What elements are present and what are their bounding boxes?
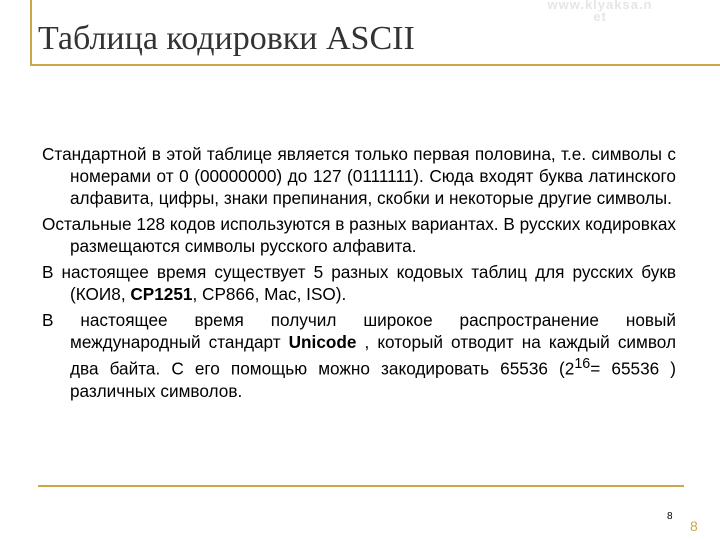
p4-text-mid: , который отводит на каждый символ два байта. С его помощью можно закодировать 65536 (2 bbox=[70, 332, 676, 379]
page-number-small: 8 bbox=[667, 511, 673, 522]
p4-text-before: В настоящее время получил широкое распространение новый международный стандарт bbox=[42, 310, 676, 352]
paragraph-code-tables bbox=[42, 261, 676, 305]
watermark-line1: www.klyaksa.n bbox=[547, 0, 653, 12]
p4-superscript: 16 bbox=[574, 356, 591, 372]
footer-line bbox=[38, 485, 684, 487]
page-number: 8 bbox=[690, 518, 698, 534]
watermark-logo bbox=[520, 0, 680, 23]
slide-body bbox=[42, 143, 676, 406]
p3-text-after: , CP866, Mac, ISO). bbox=[192, 284, 347, 304]
slide-title: Таблица кодировки ASCII bbox=[38, 20, 415, 57]
paragraph-standard-half: Стандартной в этой таблице является только первая половина, т.е. символы с номерами от 0 (00000000) до 127 (0111111). Сюда входят буква латинского алфавита, цифры, знаки препинания, скобки и некоторые другие символы. bbox=[42, 144, 676, 208]
paragraph-unicode bbox=[42, 309, 676, 402]
paragraph-other-codes: Остальные 128 кодов используются в разных вариантах. В русских кодировках размещаются символы русского алфавита. bbox=[42, 214, 676, 256]
p4-text-after: = 65536 ) различных символов. bbox=[70, 358, 676, 401]
frame-top-line bbox=[30, 64, 720, 66]
frame-left-line bbox=[30, 0, 32, 66]
watermark-line2: et bbox=[593, 9, 607, 24]
p4-bold-unicode: Unicode bbox=[288, 332, 357, 352]
p3-text-before: В настоящее время существует 5 разных кодовых таблиц для русских букв (КОИ8, bbox=[42, 262, 676, 304]
p3-bold-cp1251: CP1251 bbox=[130, 284, 193, 304]
